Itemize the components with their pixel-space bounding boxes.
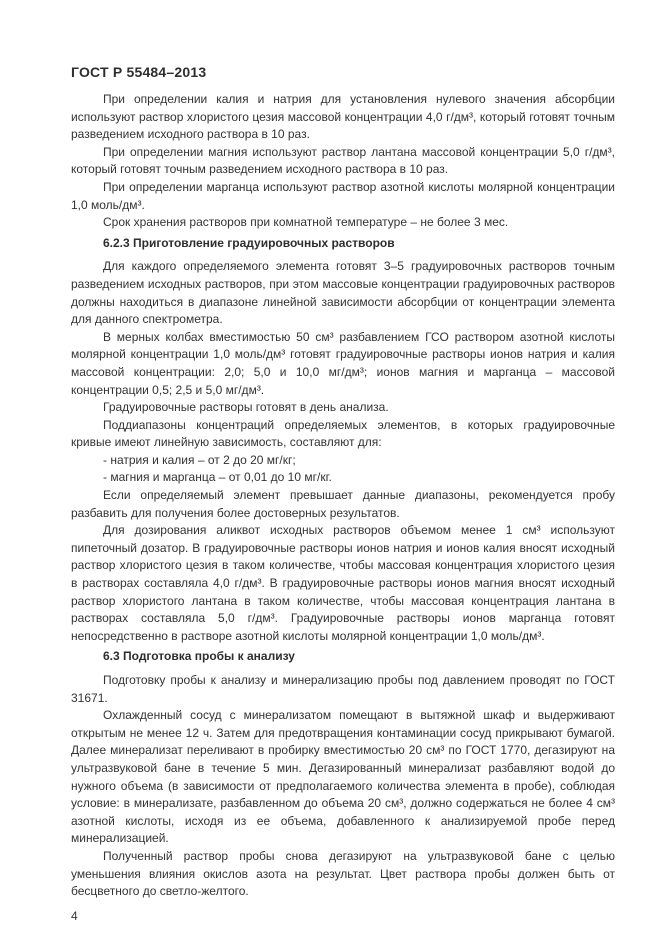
paragraph-cesium-chloride: При определении калия и натрия для установления нулевого значения абсорбции используют раствор хлористого цезия массовой концентрации 4,0 г/дм³, который готовят точным разведением исходного раствора в 10 раз. [71, 92, 615, 142]
paragraph-day-of-analysis: Градуировочные растворы готовят в день анализа. [103, 400, 389, 415]
paragraph-sample-preparation: Подготовку пробы к анализу и минерализацию пробы под давлением проводят по ГОСТ 31671. [71, 673, 615, 705]
page-number: 4 [71, 908, 78, 923]
section-heading-6-3: 6.3 Подготовка пробы к анализу [103, 649, 295, 664]
paragraph-storage-term: Срок хранения растворов при комнатной температуре – не более 3 мес. [103, 215, 509, 230]
paragraph-volumetric-flasks: В мерных колбах вместимостью 50 см³ разбавлением ГСО раствором азотной кислоты молярной концентрации 1,0 моль/дм³ готовят градуировочные растворы ионов натрия и калия массовой концентрации: 2,0; 5,0 и 10,0 мг/дм³; ионов магния и марганца – массовой концентрации 0,5; 2,5 и 5,0 мг/дм³. [71, 329, 615, 397]
paragraph-exceeding-ranges: Если определяемый элемент превышает данные диапазоны, рекомендуется пробу разбавить для получения более достоверных результатов. [71, 488, 615, 520]
doc-standard-number: ГОСТ Р 55484–2013 [71, 64, 207, 80]
paragraph-manganese: При определении марганца используют раствор азотной кислоты молярной концентрации 1,0 моль/дм³. [71, 179, 615, 212]
section-heading-6-2-3: 6.2.3 Приготовление градуировочных растворов [103, 235, 395, 250]
paragraph-subranges-intro: Поддиапазоны концентраций определяемых элементов, в которых градуировочные кривые имеют линейную зависимость, составляют для: [71, 417, 615, 450]
list-item-sodium-potassium: - натрия и калия – от 2 до 20 мг/кг; [103, 452, 296, 467]
paragraph-calibration-solutions: Для каждого определяемого элемента готовят 3–5 градуировочных растворов точным разведением исходных растворов, при этом массовые концентрации градуировочных растворов должны находиться в диапазоне линейной зависимости абсорбции от концентрации элемента для данного спектрометра. [71, 259, 615, 327]
paragraph-lanthanum: При определении магния используют раствор лантана массовой концентрации 5,0 г/дм³, который готовят точным разведением исходного раствора в 10 раз. [71, 144, 615, 177]
paragraph-degassing-color: Полученный раствор пробы снова дегазируют на ультразвуковой бане с целью уменьшения влияния окислов азота на результат. Цвет раствора пробы должен быть от бесцветного до светло-желтого. [71, 848, 615, 899]
list-item-magnesium-manganese: - магния и марганца – от 0,01 до 10 мг/кг. [103, 470, 332, 485]
paragraph-cooled-vessel: Охлажденный сосуд с минерализатом помещают в вытяжной шкаф и выдерживают открытым не менее 12 ч. Затем для предотвращения контаминации сосуд прикрывают бумагой. Далее минерализат переливают в пробирку вместимостью 20 см³ по ГОСТ 1770, дегазируют на ультразвуковой бане в течение 5 мин. Дегазированный минерализат разбавляют водой до нужного объема (в зависимости от предполагаемого количества элемента в пробе), соблюдая условие: в минерализате, разбавленном до объема 20 см³, должно содержаться не более 4 см³ азотной кислоты, исходя из ее объема, добавленного к анализируемой пробе перед минерализацией. [71, 708, 615, 846]
paragraph-aliquot-dosing: Для дозирования аликвот исходных растворов объемом менее 1 см³ используют пипеточный дозатор. В градуировочные растворы ионов натрия и ионов калия вносят исходный раствор хлористого цезия в таком количестве, чтобы массовая концентрация хлористого цезия в растворах составляла 4,0 г/дм³. В градуировочные растворы ионов магния вносят исходный раствор хлористого лантана в таком количестве, чтобы массовая концентрация лантана в растворах составляла 5,0 г/дм³. Градуировочные растворы ионов марганца готовят непосредственно в растворе азотной кислоты молярной концентрации 1,0 моль/дм³. [71, 523, 615, 643]
